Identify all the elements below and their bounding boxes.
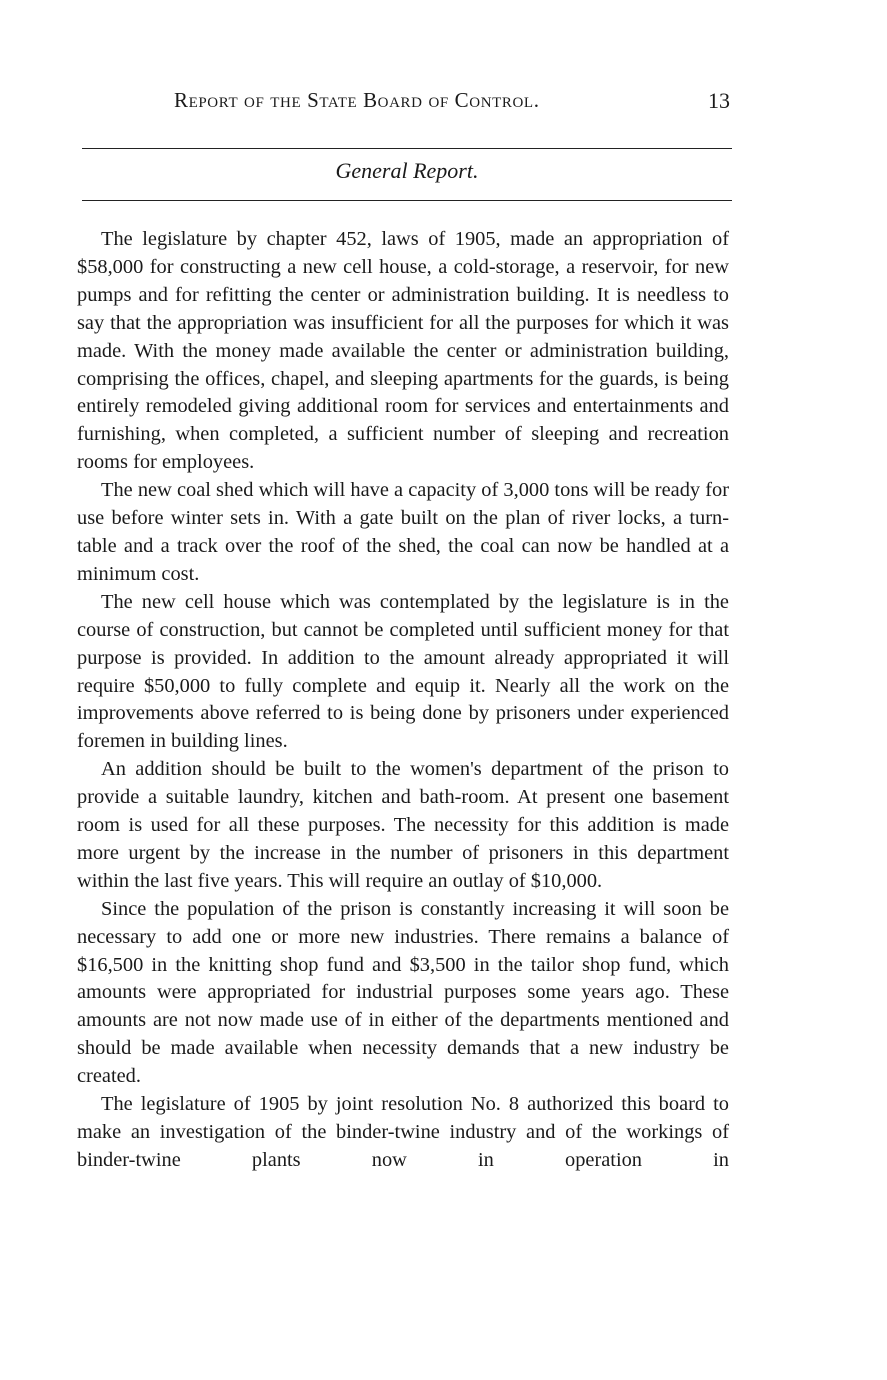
running-head — [82, 88, 732, 122]
paragraph-cell-house: The new cell house which was contemplated by the legislature is in the course of construction, but cannot be completed until sufficient money for that purpose is provided. In addition to the amount already appropriated it will require $50,000 to fully complete and equip it. Nearly all the work on the improvements above referred to is being done by prisoners under experienced foremen in building lines. — [77, 590, 729, 753]
header-rule-top — [82, 148, 732, 149]
section-heading: General Report. — [335, 158, 479, 183]
running-title: Report of the State Board of Control. — [174, 88, 540, 112]
paragraph-womens-department: An addition should be built to the women's department of the prison to provide a suitable laundry, kitchen and bath-room. At present one basement room is used for all these purposes. The necessity for this addition is made more urgent by the increase in the number of prisoners in this department within the last five years. This will require an outlay of $10,000. — [77, 758, 729, 892]
paragraph-new-industries: Since the population of the prison is constantly increasing it will soon be necessary to add one or more new industries. There remains a balance of $16,500 in the knitting shop fund and $3,500 in the tailor shop fund, which amounts were appropriated for industrial purposes some years ago. These amounts are not now made use of in either of the departments mentioned and should be made available when necessity demands that a new industry be created. — [77, 897, 729, 1088]
paragraph-appropriation: The legislature by chapter 452, laws of 1905, made an appropriation of $58,000 for constructing a new cell house, a cold-storage, a reservoir, for new pumps and for refitting the center or administration building. It is needless to say that the appropriation was insufficient for all the purposes for which it was made. With the money made available the center or administration building, comprising the offices, chapel, and sleeping apartments for the guards, is being entirely remodeled giving additional room for services and entertainments and furnishing, when completed, a sufficient number of sleeping and recreation rooms for employees. — [77, 228, 729, 474]
page-number: 13 — [708, 88, 730, 113]
paragraph-binder-twine: The legislature of 1905 by joint resolution No. 8 authorized this board to make an investigation of the binder-twine industry and of the workings of binder-twine plants now in operation in — [77, 1093, 729, 1171]
paragraph-coal-shed: The new coal shed which will have a capacity of 3,000 tons will be ready for use before winter sets in. With a gate built on the plan of river locks, a turn-table and a track over the roof of the shed, the coal can now be handled at a minimum cost. — [77, 479, 729, 585]
body-text — [77, 226, 729, 1175]
header-rule-bottom — [82, 200, 732, 201]
